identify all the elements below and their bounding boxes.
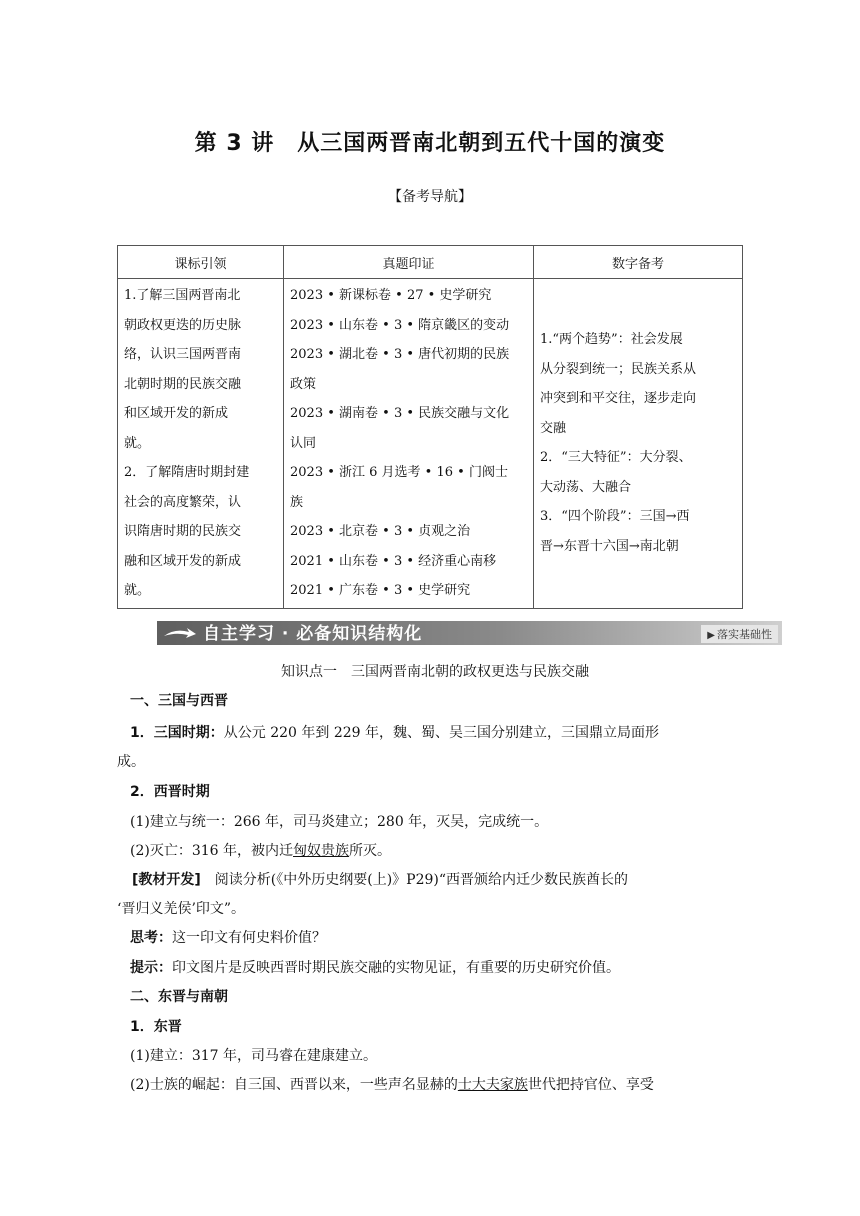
section-heading: 一、三国与西晋 [130,693,228,709]
swoosh-arrow-icon [163,625,197,641]
cell-line: 1.了解三国两晋南北 [124,288,241,303]
cell-line: 融和区域开发的新成 [124,553,242,569]
textbook-label: [教材开发] [132,872,201,888]
paragraph: (1)建立与统一：266 年，司马炎建立；280 年，灭吴，完成统一。 [130,814,549,830]
cell-line: 从分裂到统一；民族关系从 [540,361,697,377]
cell-line: 识隋唐时期的民族交 [124,524,242,539]
cell-line: 2023 • 浙江 6 月选考 • 16 • 门阀士 [290,465,508,480]
banner-right-text: 落实基础性 [717,628,772,641]
cell-line: 族 [290,494,304,510]
cell-line: 2．“三大特征”：大分裂、 [540,450,692,466]
knowledge-point-title: 知识点一 三国两晋南北朝的政权更迭与民族交融 [281,664,589,680]
banner-title: 自主学习 · 必备知识结构化 [203,624,423,644]
cell-line: 和区域开发的新成 [124,406,229,421]
exam-guide-table [117,245,743,609]
cell-line: 晋→东晋十六国→南北朝 [540,538,679,554]
cell-line: 大动荡、大融合 [540,479,632,495]
section-heading: 二、东晋与南朝 [130,989,228,1005]
section-subheading: 【备考导航】 [388,189,472,205]
cell-line: 冲突到和平交往，逐步走向 [540,391,697,407]
think-label: 思考： [130,930,172,946]
underlined-term: 匈奴贵族 [293,843,350,859]
text-segment: 这一印文有何史料价值？ [172,930,326,946]
cell-line: 2023 • 湖北卷 • 3 • 唐代初期的民族 [290,347,510,362]
cell-line: 2023 • 新课标卷 • 27 • 史学研究 [290,288,492,303]
paragraph [130,719,659,748]
text-segment: 阅读分析(《中外历史纲要(上)》P29)“西晋颁给内迁少数民族酋长的 [200,872,629,888]
cell-line: 就。 [124,435,151,451]
cell-line: 就。 [124,583,151,598]
underlined-term: 士大夫家族 [457,1077,528,1093]
cell-line: 朝政权更迭的历史脉 [124,317,242,333]
text-segment: (2)灭亡：316 年，被内迁 [130,843,294,859]
cell-line: 1.“两个趋势”：社会发展 [540,332,683,348]
cell-line: 2023 • 山东卷 • 3 • 隋京畿区的变动 [290,317,510,333]
cell-line: 社会的高度繁荣，认 [124,494,242,510]
cell-line: 2021 • 山东卷 • 3 • 经济重心南移 [290,553,497,569]
cell-line: 2．了解隋唐时期封建 [124,465,250,480]
cell-line: 络，认识三国两晋南 [124,347,242,362]
section-banner [157,616,782,648]
text-segment: (2)士族的崛起：自三国、西晋以来，一些声名显赫的 [130,1077,458,1093]
page-title: 第 3 讲 从三国两晋南北朝到五代十国的演变 [194,131,666,156]
cell-line: 认同 [290,435,317,451]
item-text: 从公元 220 年到 229 年，魏、蜀、吴三国分别建立，三国鼎立局面形 [223,725,659,741]
table-header-cell: 真题印证 [284,246,534,279]
text-segment: 世代把持官位、享受 [527,1077,654,1093]
curriculum-cell [118,279,284,609]
digital-prep-cell [534,279,743,609]
cell-line: 2023 • 北京卷 • 3 • 贞观之治 [290,524,471,539]
cell-line: 交融 [540,420,567,436]
play-arrow-icon: ▶ [707,630,715,641]
text-segment: 印文图片是反映西晋时期民族交融的实物见证，有重要的历史研究价值。 [172,960,620,976]
cell-line: 2023 • 湖南卷 • 3 • 民族交融与文化 [290,406,510,421]
table-header-cell: 数字备考 [534,246,743,279]
cell-line: 北朝时期的民族交融 [124,376,242,392]
item-label: 1．东晋 [130,1019,182,1035]
cell-line: 政策 [290,376,317,392]
paragraph-continuation: ‘晋归义羌侯’印文”。 [117,901,246,917]
paragraph: (1)建立：317 年，司马睿在建康建立。 [130,1048,378,1064]
cell-line: 3．“四个阶段”：三国→西 [540,509,690,525]
banner-right-label [701,625,778,643]
cell-line: 2021 • 广东卷 • 3 • 史学研究 [290,583,471,598]
table-row [118,279,743,609]
table-header-row [118,246,743,279]
table-header-cell: 课标引领 [118,246,284,279]
paragraph-continuation: 成。 [117,754,145,770]
text-segment: 所灭。 [349,843,392,859]
hint-label: 提示： [130,960,172,976]
paragraph [130,837,391,866]
paragraph [132,866,628,895]
item-label: 2．西晋时期 [130,784,210,800]
paragraph [130,954,620,983]
paragraph [130,924,326,953]
exam-questions-cell [284,279,534,609]
item-label: 1．三国时期： [130,725,224,741]
paragraph [130,1071,654,1100]
